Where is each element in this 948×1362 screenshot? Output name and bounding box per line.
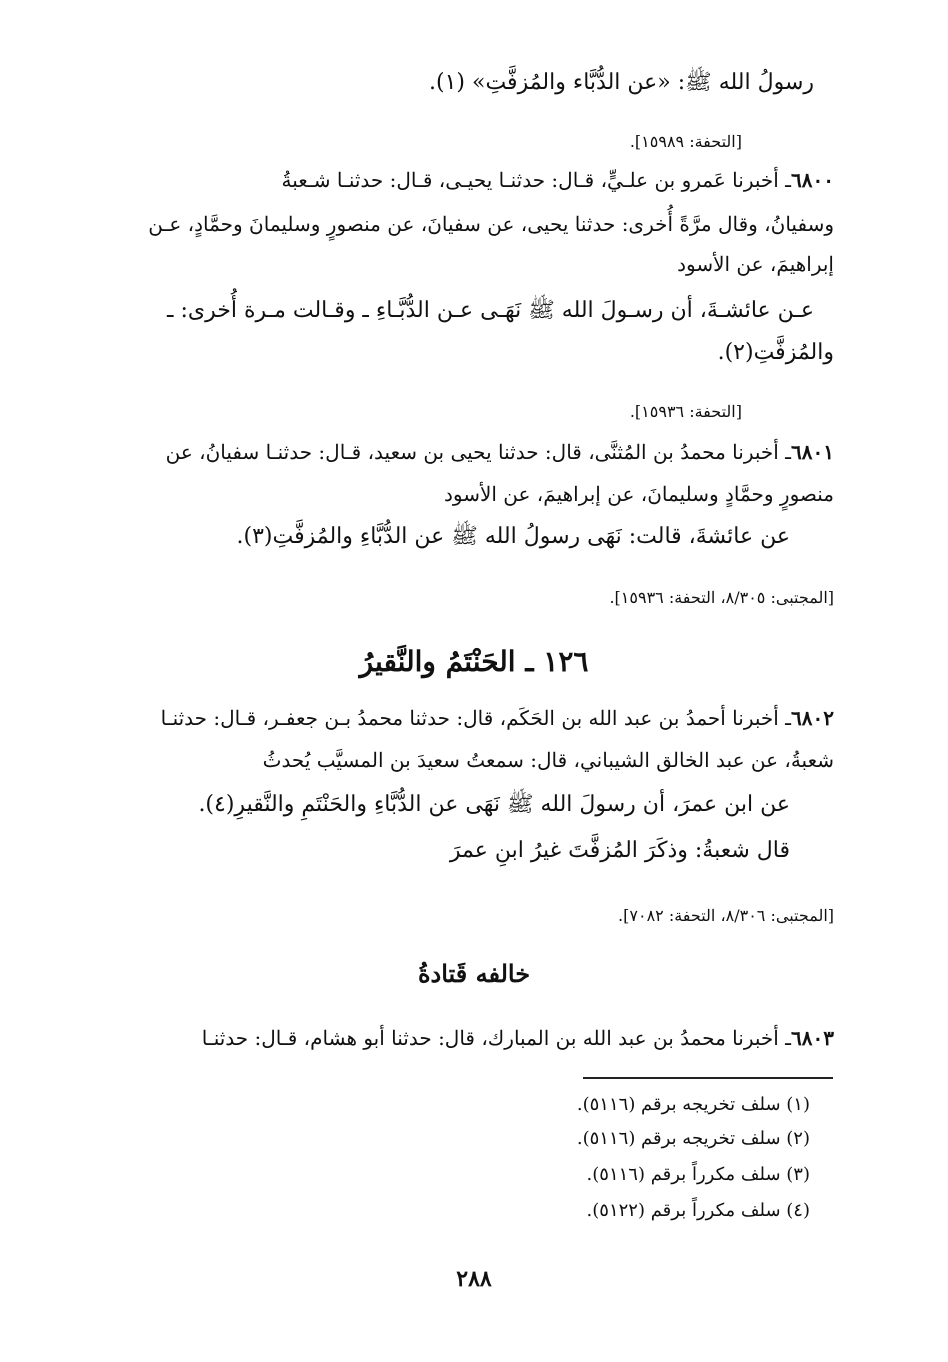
hadith-text: ـ أخبرنا عَمرو بن علـيٍّ، قـال: حدثنـا يحيـى، قـال: حدثنـا شـعبةُ — [281, 168, 792, 192]
hadith-text: ـ أخبرنا أحمدُ بن عبد الله بن الحَكَم، قال: حدثنا محمدُ بـن جعفـر، قـال: حدثنـا — [160, 706, 792, 730]
text-line: عن ابن عمرَ، أن رسولَ الله ﷺ نَهَى عن الدُّبَّاءِ والحَنْتَمِ والنَّقيرِ(٤). — [198, 792, 790, 817]
hadith-number: ٦٨٠٢ — [791, 706, 834, 730]
reference: [المجتبى: ٨/٣٠٥، التحفة: ١٥٩٣٦]. — [609, 588, 834, 607]
text-line: منصورٍ وحمَّادٍ وسليمانَ، عن إبراهيمَ، عن الأسود — [443, 482, 834, 506]
sub-heading: خالفه قَتادةُ — [417, 959, 531, 988]
hadith-text: ـ أخبرنا محمدُ بن عبد الله بن المبارك، قال: حدثنا أبو هشام، قـال: حدثنـا — [201, 1026, 792, 1050]
hadith-6803-line — [202, 1026, 834, 1050]
hadith-text: ـ أخبرنا محمدُ بن المُثنَّى، قال: حدثنا يحيى بن سعيد، قـال: حدثنـا سفيانُ، عن — [165, 440, 792, 464]
footnote: (٤) سلف مكرراً برقم (٥١٢٢). — [586, 1200, 810, 1221]
hadith-6801-line — [166, 440, 834, 464]
hadith-6802-line — [161, 706, 834, 730]
footnote-divider — [583, 1077, 833, 1079]
hadith-number: ٦٨٠٠ — [791, 168, 834, 192]
hadith-number: ٦٨٠١ — [791, 440, 834, 464]
text-line: رسولُ الله ﷺ: «عن الدُّبَّاء والمُزفَّتِ» (١). — [429, 70, 814, 95]
footnote: (١) سلف تخريجه برقم (٥١١٦). — [576, 1094, 810, 1115]
text-line: قال شعبةُ: وذكَرَ المُزفَّتَ غيرُ ابنِ عمرَ — [449, 838, 790, 863]
hadith-number: ٦٨٠٣ — [791, 1026, 834, 1050]
text-line: عـن عائشـةَ، أن رسـولَ الله ﷺ نَهَـى عـن الدُّبَّـاءِ ـ وقـالت مـرة أُخرى: ـ — [167, 298, 814, 323]
text-line: عن عائشةَ، قالت: نَهَى رسولُ الله ﷺ عن الدُّبَّاءِ والمُزفَّتِ(٣). — [236, 524, 790, 549]
text-line: والمُزفَّتِ(٢). — [717, 340, 834, 365]
text-line: شعبةُ، عن عبد الخالق الشيباني، قال: سمعتُ سعيدَ بن المسيَّب يُحدثُ — [262, 748, 834, 772]
footnote: (٢) سلف تخريجه برقم (٥١١٦). — [576, 1128, 810, 1149]
page-number: ٢٨٨ — [456, 1266, 492, 1292]
text-line: إبراهيمَ، عن الأسود — [677, 252, 834, 276]
footnote: (٣) سلف مكرراً برقم (٥١١٦). — [586, 1164, 810, 1185]
chapter-heading: ١٢٦ ـ الحَنْتَمُ والنَّقيرُ — [359, 645, 589, 678]
reference: [التحفة: ١٥٩٨٩]. — [629, 132, 742, 151]
text-line: وسفيانُ، وقال مرَّةً أُخرى: حدثنا يحيى، عن سفيانَ، عن منصورٍ وسليمانَ وحمَّادٍ، عـن — [148, 212, 834, 236]
hadith-6800-line — [282, 168, 835, 192]
reference: [المجتبى: ٨/٣٠٦، التحفة: ٧٠٨٢]. — [618, 906, 834, 925]
reference: [التحفة: ١٥٩٣٦]. — [629, 402, 742, 421]
